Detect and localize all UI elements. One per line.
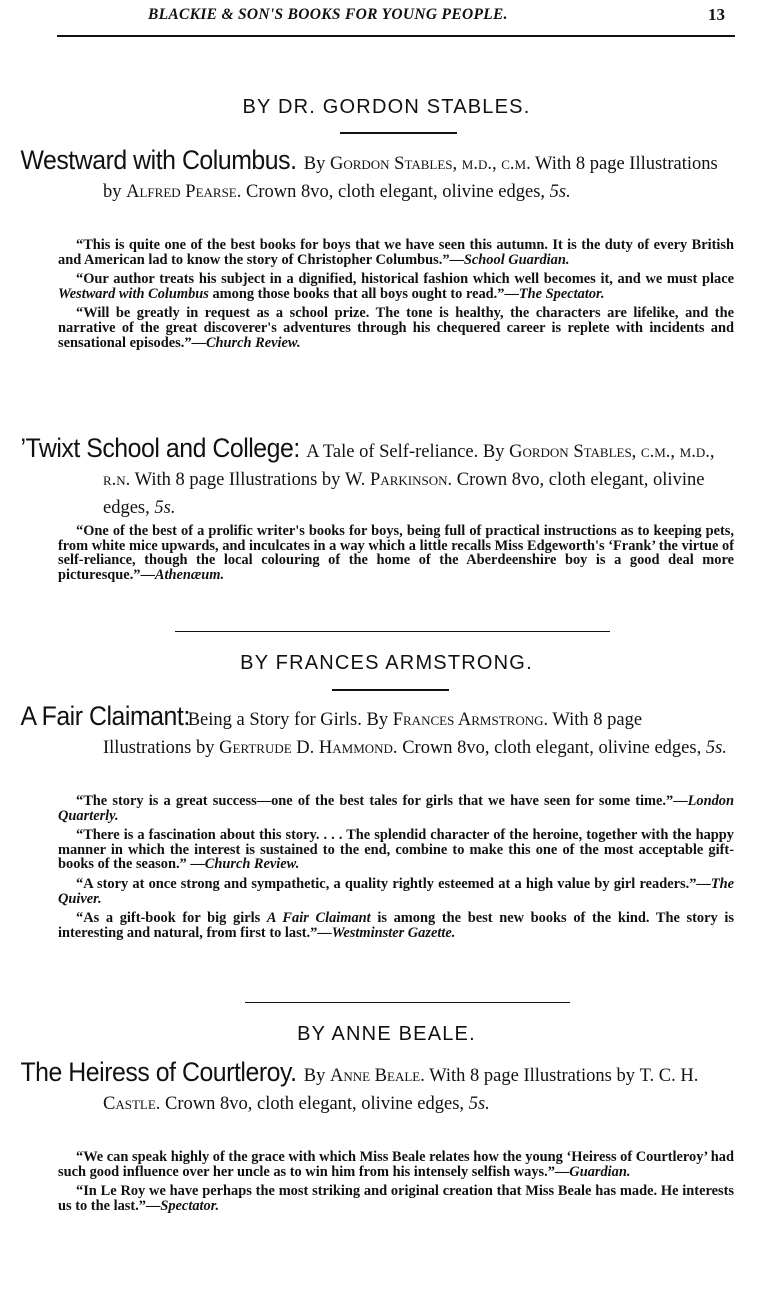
text-run: By: [303, 154, 330, 174]
text-run: School Guardian.: [463, 251, 570, 268]
review-quote: [58, 272, 734, 301]
section-heading: BY ANNE BEALE.: [297, 1023, 476, 1045]
short-rule: [332, 689, 449, 691]
reviews: [58, 794, 734, 945]
section-heading: BY DR. GORDON STABLES.: [242, 96, 531, 118]
text-run: “This is quite one of the best books for boys that we have seen this autumn. It is the duty of every British and American lad to know the story of Christopher Columbus.”—: [58, 237, 734, 268]
text-run: 5s.: [705, 738, 727, 758]
book-title: The Heiress of Courtleroy.: [20, 1057, 297, 1087]
text-run: Crown 8vo, cloth elegant, olivine edges,: [241, 182, 550, 202]
text-run: is among the best new books of the kind. The story is interesting and natural, from first to last.”—: [58, 910, 734, 941]
text-run: 5s.: [154, 498, 176, 518]
text-run: Church Review.: [205, 334, 301, 351]
review-quote: [58, 828, 734, 872]
text-run: Crown 8vo, cloth elegant, olivine edges,: [397, 738, 706, 758]
review-quote: [58, 1184, 734, 1213]
text-run: W. Parkinson.: [345, 470, 453, 490]
text-run: “As a gift-book for big girls: [76, 910, 267, 927]
text-run: Westminster Gazette.: [331, 924, 456, 941]
book-title: Westward with Columbus.: [20, 145, 297, 175]
text-run: A Fair Claimant: [266, 910, 371, 927]
text-run: 5s.: [468, 1094, 490, 1114]
review-quote: [58, 794, 734, 823]
text-run: London Quarterly.: [58, 793, 734, 824]
section-divider: [175, 631, 610, 632]
text-run: With 8 page Illustrations by: [103, 710, 643, 758]
text-run: Guardian.: [569, 1163, 631, 1180]
book-entry: [20, 433, 733, 522]
review-quote: [58, 1150, 734, 1179]
text-run: A Tale of Self-reliance. By: [306, 442, 510, 462]
review-quote: [58, 524, 734, 582]
review-quote: [58, 877, 734, 906]
text-run: “Will be greatly in request as a school prize. The tone is healthy, the characters are lifelike, and the narrative of the great discoverer's adventures through his chequered career is replete with incidents and sensational episodes.”—: [58, 305, 734, 351]
text-run: Crown 8vo, cloth elegant, olivine edges,: [103, 470, 705, 518]
text-run: T. C. H. Castle.: [103, 1066, 699, 1114]
page-number: 13: [708, 5, 725, 24]
reviews: [58, 1150, 734, 1218]
text-run: Gertrude D. Hammond.: [219, 738, 398, 758]
text-run: Alfred Pearse.: [126, 182, 242, 202]
book-entry: [20, 145, 733, 206]
text-run: Being a Story for Girls. By: [187, 710, 393, 730]
review-quote: [58, 306, 734, 350]
text-run: With 8 page Illustrations by: [103, 154, 718, 202]
reviews: [58, 524, 734, 587]
text-run: among those books that all boys ought to read.”—: [208, 285, 519, 302]
text-run: “The story is a great success—one of the best tales for girls that we have seen for some time.”—: [76, 793, 688, 809]
text-run: “A story at once strong and sympathetic, a quality rightly esteemed at a high value by girl readers.”—: [76, 875, 711, 892]
text-run: Athenæum.: [154, 566, 225, 583]
short-rule: [340, 132, 457, 134]
text-run: Crown 8vo, cloth elegant, olivine edges,: [160, 1094, 469, 1114]
text-run: By: [303, 1066, 330, 1086]
section-heading: BY FRANCES ARMSTRONG.: [240, 652, 533, 674]
text-run: The Spectator.: [518, 285, 605, 302]
text-run: “In Le Roy we have perhaps the most striking and original creation that Miss Beale has made. He interests us to the last.”—: [58, 1183, 734, 1214]
section-divider: [245, 1002, 570, 1003]
text-run: Gordon Stables, m.d., c.m.: [329, 154, 531, 174]
running-title: BLACKIE & SON'S BOOKS FOR YOUNG PEOPLE.: [148, 6, 508, 23]
book-title: ’Twixt School and College:: [20, 433, 300, 463]
text-run: 5s.: [549, 182, 571, 202]
text-run: “One of the best of a prolific writer's books for boys, being full of practical instructions as to keeping pets, from white mice upwards, and inculcates in a way which a little recalls Miss Edgeworth's ‘Frank’ the virtue of self-reliance, though the local colouring of the home of the Aberdeenshire boy is a good deal more picturesque.”—: [58, 523, 734, 583]
text-run: Church Review.: [204, 856, 300, 873]
text-run: With 8 page Illustrations by: [424, 1066, 640, 1086]
text-run: Gordon Stables, c.m., m.d., r.n.: [103, 442, 715, 490]
reviews: [58, 238, 734, 355]
text-run: “We can speak highly of the grace with which Miss Beale relates how the young ‘Heiress of Courtleroy’ had such good influence over her uncle as to win him from his intensely selfish ways.”—: [58, 1149, 734, 1180]
review-quote: [58, 238, 734, 267]
text-run: Westward with Columbus: [58, 285, 209, 302]
text-run: Frances Armstrong.: [392, 710, 549, 730]
text-run: “Our author treats his subject in a dignified, historical fashion which well becomes it, and we must place: [76, 271, 734, 288]
text-run: Spectator.: [160, 1197, 220, 1214]
book-title: A Fair Claimant:: [20, 701, 190, 731]
text-run: Anne Beale.: [329, 1066, 425, 1086]
review-quote: [58, 911, 734, 940]
text-run: With 8 page Illustrations by: [130, 470, 346, 490]
header-rule: [57, 35, 735, 37]
book-entry: [20, 701, 733, 762]
text-run: “There is a fascination about this story. . . . The splendid character of the heroine, together with the happy manner in which the interest is sustained to the end, combine to make this one of the most acceptable gift-books of the season.” —: [58, 827, 734, 873]
text-run: The Quiver.: [58, 875, 734, 907]
book-description: [103, 710, 727, 758]
book-entry: [20, 1057, 733, 1118]
